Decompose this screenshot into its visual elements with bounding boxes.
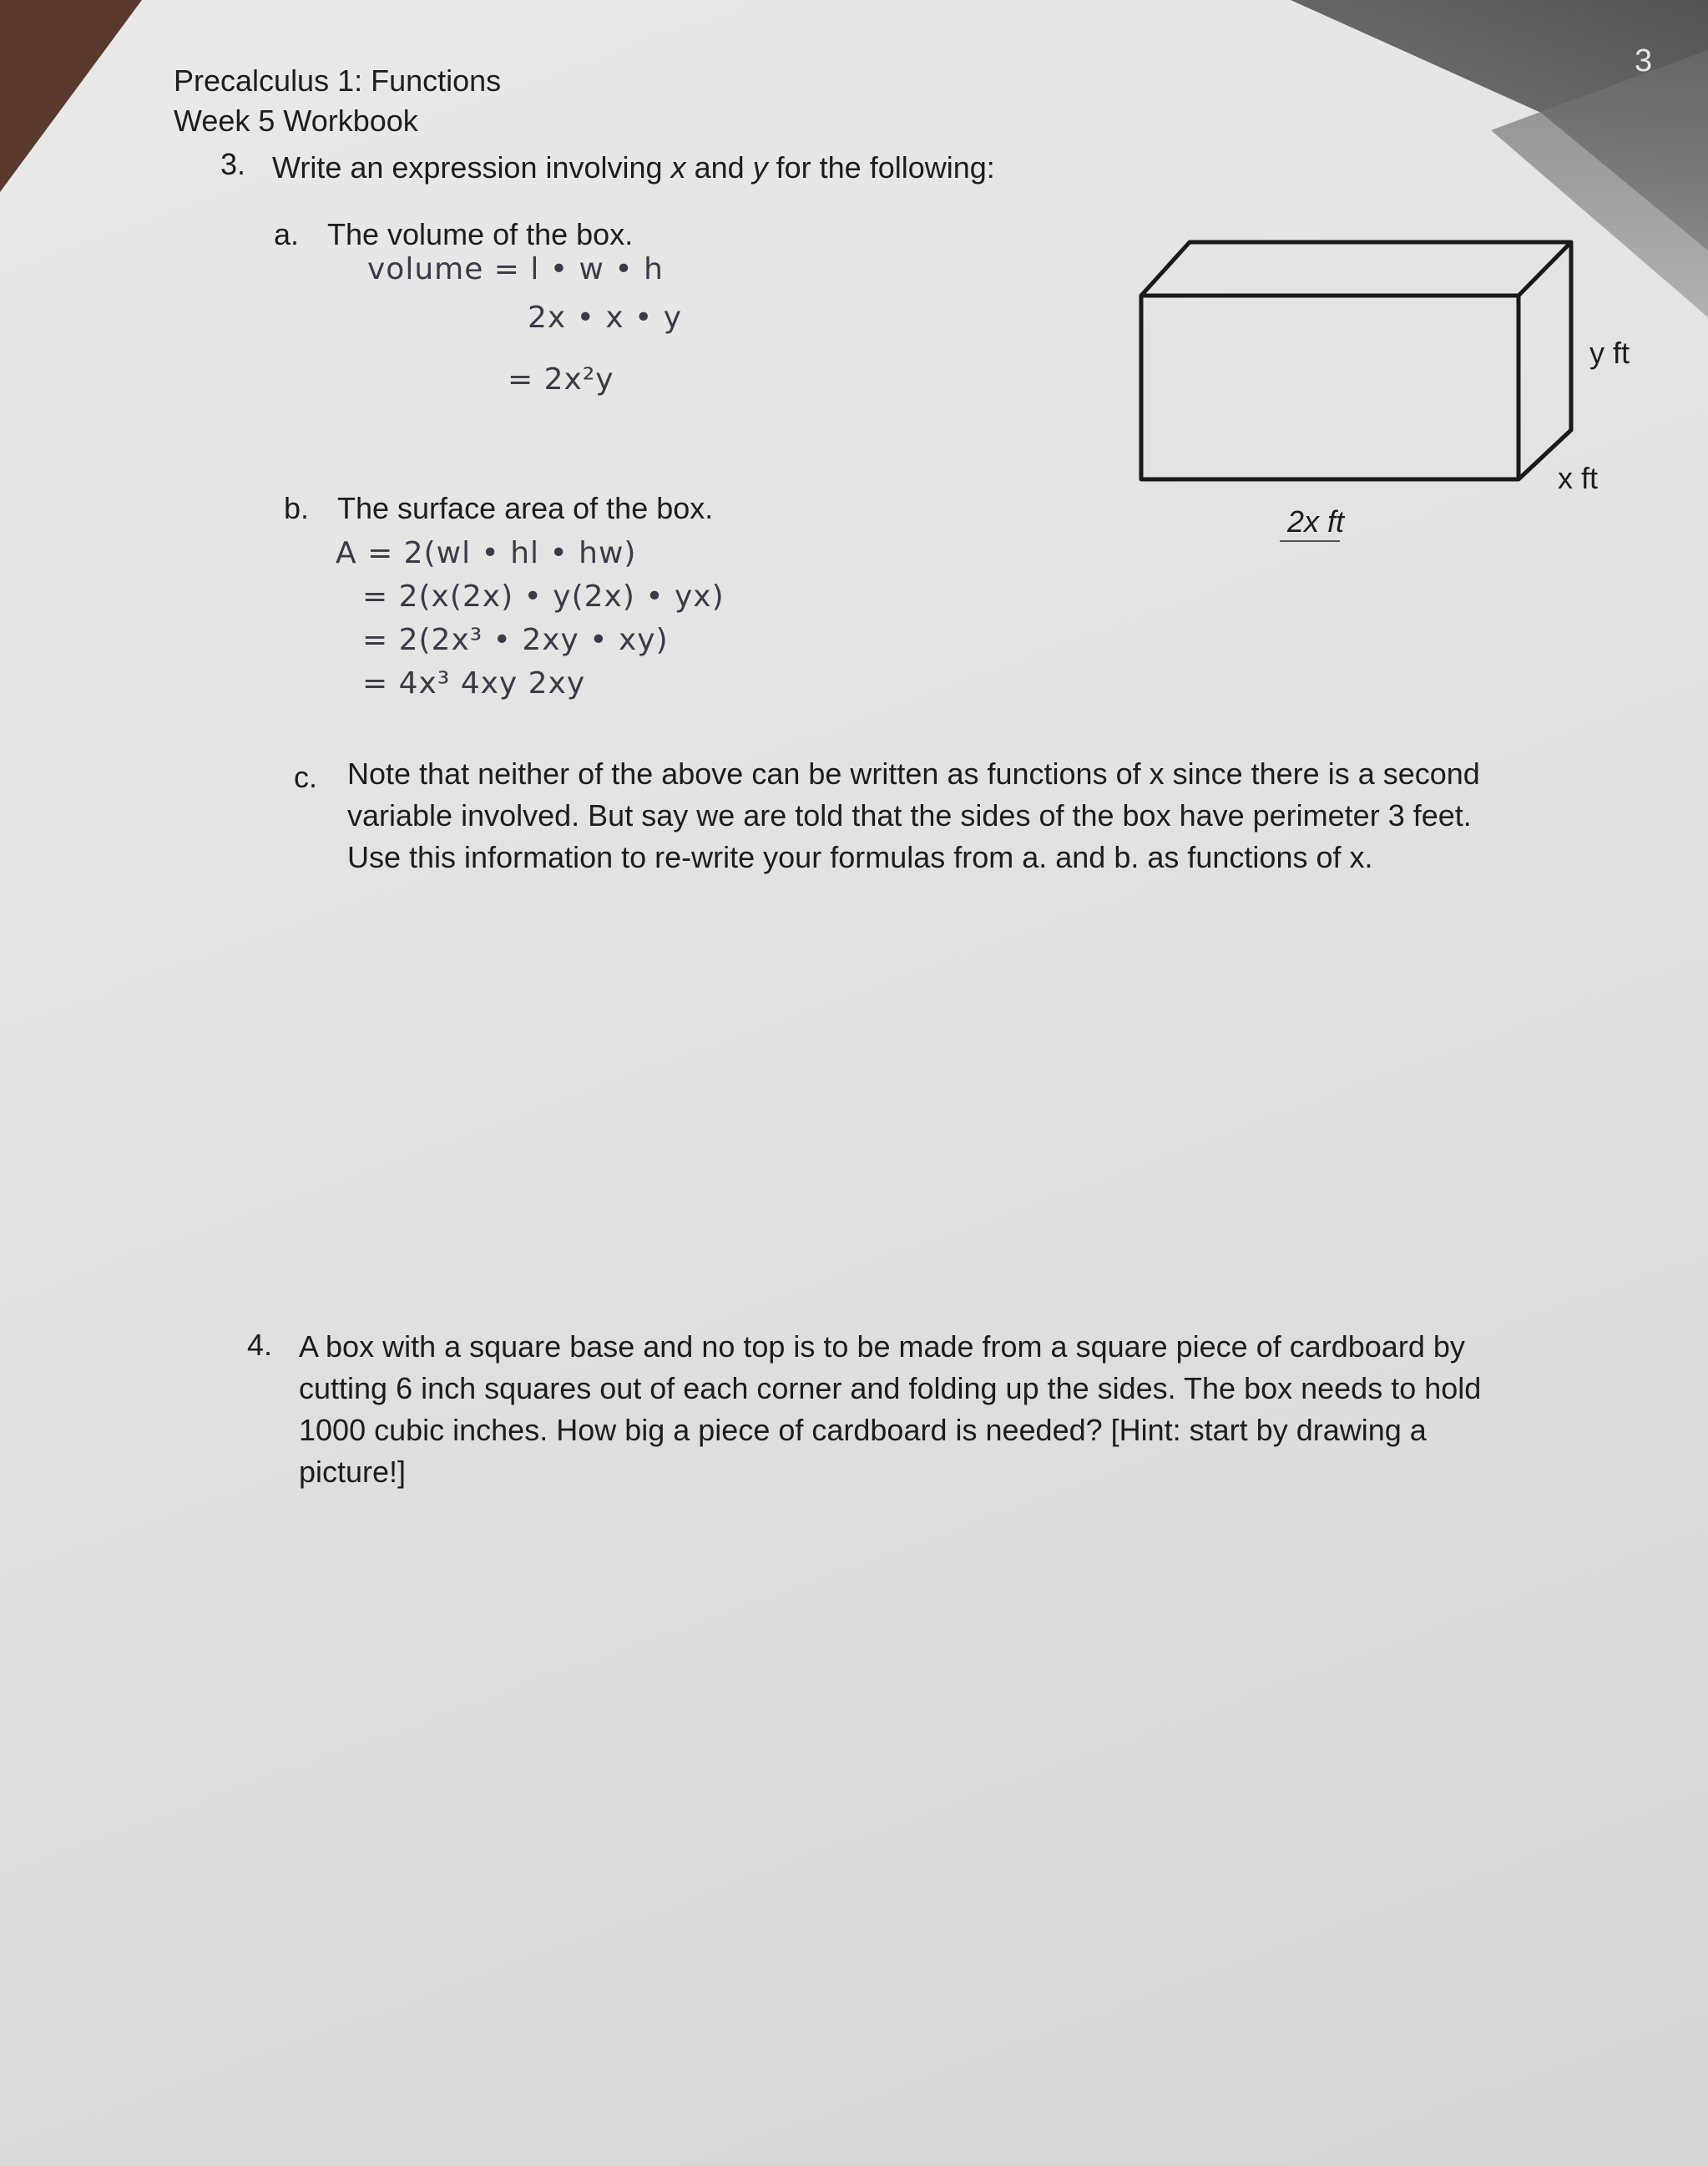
q3a-work-line-1: volume = l • w • h	[367, 252, 664, 286]
q3b-label: b.	[284, 491, 310, 525]
q3a-label: a.	[274, 217, 300, 251]
q3a-work-line-2: 2x • x • y	[528, 301, 683, 335]
workbook-title: Week 5 Workbook	[174, 104, 418, 138]
q3c-label: c.	[294, 760, 318, 794]
q3-prompt: Write an expression involving x and y for the following:	[272, 150, 995, 185]
length-label: 2x ft	[1287, 504, 1345, 539]
page-number: 3	[1635, 43, 1653, 78]
depth-label: x ft	[1558, 461, 1599, 495]
box-front-face	[1141, 296, 1519, 479]
q3a-text: The volume of the box.	[327, 217, 634, 251]
q4-number: 4.	[247, 1328, 273, 1362]
course-title: Precalculus 1: Functions	[174, 63, 502, 98]
box-top-face	[1141, 242, 1571, 296]
q3b-work-line-2: = 2(x(2x) • y(2x) • yx)	[362, 579, 725, 614]
box-side-face	[1519, 242, 1571, 479]
q3b-work-line-4: = 4x³ 4xy 2xy	[362, 666, 586, 701]
q4-text: A box with a square base and no top is to be made from a square piece of cardboard by cutting 6 inch squares out of each corner and folding up the sides. The box needs to hold 1000 cubic inches. How big a piece of cardboard is needed? [Hint: start by drawing a picture!]	[299, 1329, 1482, 1489]
q3b-work-line-1: A = 2(wl • hl • hw)	[336, 536, 637, 570]
height-label: y ft	[1589, 336, 1630, 370]
q3c-text: Note that neither of the above can be written as functions of x since there is a second variable involved. But say we are told that the sides of the box have perimeter 3 feet. Use this information to re-write your formulas from a. and b. as functions of x.	[347, 757, 1480, 874]
q3b-work-line-3: = 2(2x³ • 2xy • xy)	[362, 623, 669, 657]
q3b-text: The surface area of the box.	[337, 491, 714, 525]
q3-number: 3.	[220, 147, 246, 181]
q3a-work-line-3: = 2x²y	[508, 362, 614, 397]
